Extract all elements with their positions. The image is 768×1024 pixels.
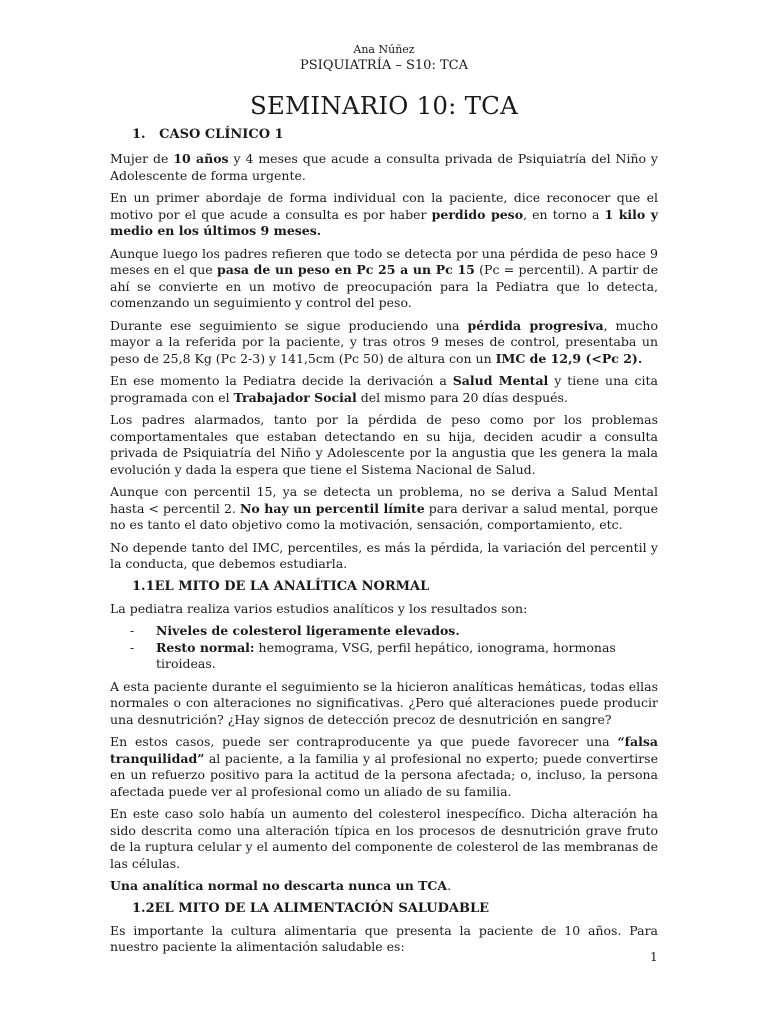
section-number: 1.1 — [132, 578, 155, 594]
paragraph: Mujer de 10 años y 4 meses que acude a consulta privada de Psiquiatría del Niño y Adolescente de forma urgente. — [110, 151, 658, 183]
page-number: 1 — [650, 950, 658, 964]
header-author: Ana Núñez — [353, 43, 415, 56]
list-item: - Niveles de colesterol ligeramente elevados. — [130, 623, 460, 638]
paragraph: Aunque luego los padres refieren que todo se detecta por una pérdida de peso hace 9 meses en el que pasa de un peso en Pc 25 a un Pc 15 (Pc = percentil). A partir de ahí se convierte en un motivo de preocupación para la Pediatra que lo detecta, comenzando un seguimiento y control del peso. — [110, 245, 659, 310]
paragraph: La pediatra realiza varios estudios analíticos y los resultados son: — [110, 600, 528, 616]
results-list — [110, 623, 658, 673]
paragraph: Aunque con percentil 15, ya se detecta un problema, no se deriva a Salud Mental hasta < percentil 2. No hay un percentil límite para derivar a salud mental, porque no es tanto el dato objetivo como la motivación, sensación, comportamiento, etc. — [110, 484, 659, 532]
section-title: CASO CLÍNICO 1 — [159, 127, 284, 142]
section-heading-1-1 — [132, 579, 658, 594]
paragraph: Los padres alarmados, tanto por la pérdida de peso como por los problemas comportamentales que estaban detectando en su hija, deciden acudir a consulta privada de Psiquiatría del Niño y Adolescente por la angustia que les genera la mala evolución y dada la espera que tiene el Sistema Nacional de Salud. — [110, 412, 658, 477]
paragraph: Durante ese seguimiento se sigue produciendo una pérdida progresiva, mucho mayor a la referida por la paciente, y tras otros 9 meses de control, presentaba un peso de 25,8 Kg (Pc 2-3) y 141,5cm (Pc 50) de altura con un IMC de 12,9 (<Pc 2). — [110, 317, 658, 366]
paragraph: En ese momento la Pediatra decide la derivación a Salud Mental y tiene una cita programada con el Trabajador Social del mismo para 20 días después. — [110, 373, 658, 405]
section-heading-1-2 — [132, 901, 658, 916]
paragraph: En un primer abordaje de forma individual con la paciente, dice reconocer que el motivo por el que acude a consulta es por haber perdido peso, en torno a 1 kilo y medio en los últimos 9 meses. — [110, 190, 658, 238]
document-title: SEMINARIO 10: TCA — [250, 91, 518, 120]
paragraph: A esta paciente durante el seguimiento se la hicieron analíticas hemáticas, todas ellas normales o con alteraciones no significativas. ¿Pero qué alteraciones puede producir una desnutrición? ¿Hay signos de detección precoz de desnutrición en sangre? — [110, 678, 658, 727]
document-body — [110, 125, 658, 962]
section-heading-1 — [132, 127, 658, 142]
paragraph: Es importante la cultura alimentaria que presenta la paciente de 10 años. Para nuestro paciente la alimentación saludable es: — [110, 922, 658, 954]
section-title: EL MITO DE LA ANALÍTICA NORMAL — [154, 578, 430, 594]
header-course: PSIQUIATRÍA – S10: TCA — [300, 58, 468, 73]
section-number: 1.2 — [132, 900, 155, 916]
paragraph: Una analítica normal no descarta nunca un TCA. — [110, 878, 452, 893]
paragraph: En estos casos, puede ser contraproducente ya que puede favorecer una “falsa tranquilidad” al paciente, a la familia y al profesional no experto; puede convertirse en un refuerzo positivo para la actitud de la persona afectada; o, incluso, la persona afectada puede ver al profesional como un aliado de su familia. — [110, 734, 658, 799]
list-item: - Resto normal: hemograma, VSG, perfil hepático, ionograma, hormonas tiroideas. — [130, 639, 616, 671]
section-title: EL MITO DE LA ALIMENTACIÓN SALUDABLE — [154, 900, 489, 916]
paragraph: En este caso solo había un aumento del colesterol inespecífico. Dicha alteración ha sido descrita como una alteración típica en los procesos de desnutrición grave fruto de la ruptura celular y el aumento del componente de colesterol de las membranas de las células. — [110, 806, 658, 871]
paragraph: No depende tanto del IMC, percentiles, es más la pérdida, la variación del percentil y la conducta, que debemos estudiarla. — [110, 539, 658, 571]
section-number: 1. — [132, 127, 146, 142]
